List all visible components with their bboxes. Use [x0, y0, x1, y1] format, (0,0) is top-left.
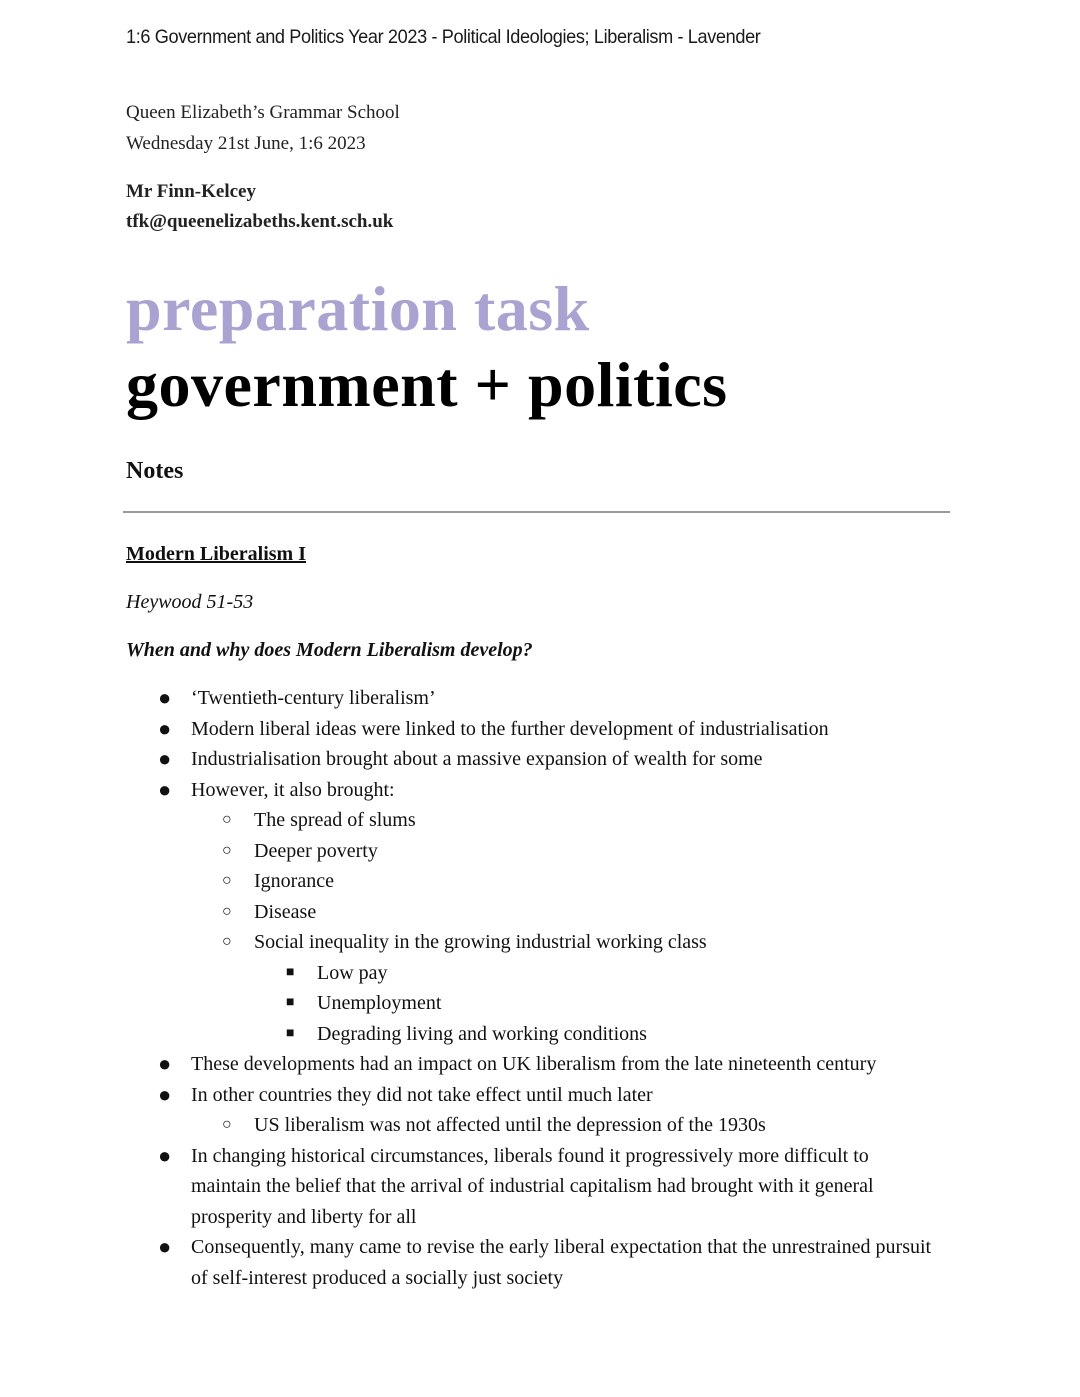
- teacher-email[interactable]: tfk@queenelizabeths.kent.sch.uk: [126, 211, 394, 232]
- bullet-icon: ●: [158, 1234, 172, 1259]
- bullet-icon: ●: [158, 715, 172, 741]
- bullet-icon: ○: [222, 872, 232, 889]
- list-item-text: Disease: [254, 900, 317, 923]
- school-name: Queen Elizabeth’s Grammar School: [126, 102, 400, 123]
- list-item-text: Ignorance: [254, 870, 334, 892]
- section-heading: Modern Liberalism I: [126, 543, 306, 565]
- bullet-icon: ●: [158, 685, 172, 710]
- bullet-icon: ●: [158, 1081, 172, 1107]
- list-item: [0, 683, 1080, 714]
- list-item-text: In other countries they did not take effect until much later: [191, 1083, 653, 1106]
- list-item: [0, 1049, 1080, 1080]
- list-item-text: In changing historical circumstances, liberals found it progressively more difficult to maintain the belief that the arrival of industrial capitalism had brought with it general prosperity and liberty for all: [191, 1144, 874, 1228]
- section-question: When and why does Modern Liberalism develop?: [126, 639, 533, 661]
- list-item: [0, 866, 1080, 897]
- list-item: [0, 988, 1080, 1019]
- divider: [123, 511, 950, 513]
- list-item: [0, 1141, 1080, 1233]
- list-item-text: These developments had an impact on UK liberalism from the late nineteenth century: [191, 1053, 877, 1075]
- title-government-politics: government + politics: [126, 349, 728, 420]
- bullet-icon: ○: [222, 811, 232, 828]
- list-item: [0, 775, 1080, 806]
- bullet-icon: ●: [158, 1142, 172, 1168]
- date: Wednesday 21st June, 1:6 2023: [126, 133, 366, 154]
- list-item-text: US liberalism was not affected until the depression of the 1930s: [254, 1114, 766, 1136]
- document-header: 1:6 Government and Politics Year 2023 - Political Ideologies; Liberalism - Lavender: [126, 26, 761, 48]
- notes-heading: Notes: [126, 458, 184, 484]
- bullet-icon: ○: [222, 1116, 232, 1133]
- list-item-text: Deeper poverty: [254, 839, 378, 862]
- teacher-name: Mr Finn-Kelcey: [126, 181, 256, 202]
- list-item: [0, 714, 1080, 745]
- list-item: [0, 1080, 1080, 1111]
- list-item: [0, 897, 1080, 928]
- list-item-text: Social inequality in the growing industrial working class: [254, 931, 707, 953]
- reading-reference: Heywood 51-53: [126, 591, 254, 613]
- bullet-icon: ○: [222, 902, 232, 920]
- list-item-text: Degrading living and working conditions: [317, 1022, 647, 1045]
- list-item-text: However, it also brought:: [191, 778, 395, 801]
- list-item: [0, 1232, 1080, 1293]
- list-item-text: The spread of slums: [254, 809, 416, 831]
- notes-list: [0, 683, 1080, 1293]
- list-item: [0, 1019, 1080, 1050]
- list-item-text: Low pay: [317, 961, 388, 984]
- list-item: [0, 744, 1080, 775]
- bullet-icon: ■: [286, 964, 295, 980]
- list-item-text: Unemployment: [317, 992, 442, 1014]
- title-preparation-task: preparation task: [126, 273, 590, 344]
- list-item-text: Modern liberal ideas were linked to the further development of industrialisation: [191, 717, 829, 740]
- list-item: [0, 836, 1080, 867]
- bullet-icon: ○: [222, 841, 232, 859]
- list-item: [0, 805, 1080, 836]
- list-item-text: ‘Twentieth-century liberalism’: [191, 687, 436, 709]
- list-item: [0, 1110, 1080, 1141]
- list-item: [0, 927, 1080, 958]
- list-item-text: Industrialisation brought about a massive expansion of wealth for some: [191, 748, 763, 770]
- bullet-icon: ●: [158, 1051, 172, 1076]
- bullet-icon: ○: [222, 933, 232, 950]
- bullet-icon: ■: [286, 995, 295, 1010]
- bullet-icon: ■: [286, 1025, 295, 1041]
- list-item: [0, 958, 1080, 989]
- bullet-icon: ●: [158, 746, 172, 771]
- bullet-icon: ●: [158, 776, 172, 802]
- list-item-text: Consequently, many came to revise the early liberal expectation that the unrestrained pursuit of self-interest produced a socially just society: [191, 1236, 932, 1289]
